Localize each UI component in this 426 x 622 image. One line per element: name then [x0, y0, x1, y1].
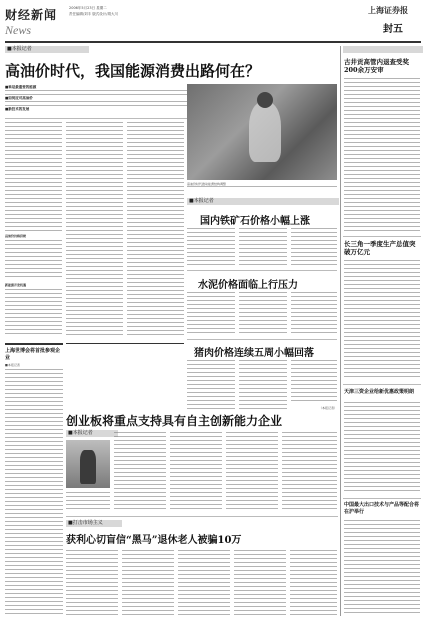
lower-col-2 [170, 432, 222, 512]
middle-col-6 [291, 292, 337, 336]
lead-sub-1: 高油价仍将持续 [5, 234, 27, 238]
middle-col-1 [187, 228, 235, 268]
middle-headline-3: 猪肉价格连续五周小幅回落 [194, 348, 314, 359]
left-bottom-body [5, 369, 63, 615]
middle-col-3 [291, 228, 337, 268]
left-bottom-box [5, 343, 63, 618]
middle-col-7 [187, 360, 235, 410]
middle-col-4 [187, 292, 235, 336]
photo-caption-text [187, 186, 337, 190]
photo-figure-head [257, 92, 273, 108]
middle-col-9 [291, 360, 337, 404]
middle-headline-2: 水泥价格面临上行压力 [198, 280, 298, 291]
photo-caption: 高油价时代推动能源结构调整 [187, 182, 227, 186]
lead-col-1c [5, 289, 62, 337]
lead-bullet-3: ■新技术的发展 [5, 107, 30, 111]
lower-label-1: ■本报记者 [66, 430, 118, 437]
lower-col-3 [226, 432, 278, 512]
lower-col-8 [234, 550, 286, 616]
right-headline-1: 古井贡高管内退查受奖200余万安审 [344, 58, 409, 74]
middle-credit: （本报记者） [318, 406, 337, 410]
left-bottom-label: ■本报记者 [5, 363, 20, 367]
lower-col-9 [290, 550, 337, 616]
photo-figure [249, 102, 281, 162]
right-divider-2 [343, 384, 421, 385]
lead-col-1b [5, 240, 62, 280]
middle-divider-1 [187, 270, 337, 271]
right-divider-3 [343, 498, 421, 499]
issue-date: 2006年5月23日 星期二 [69, 6, 107, 10]
lower-col-0 [66, 492, 110, 512]
lower-col-5 [66, 550, 118, 616]
lower-rule [66, 343, 184, 344]
lower-col-4 [282, 432, 337, 512]
right-body-1 [344, 78, 420, 232]
lead-col-2 [66, 122, 123, 338]
lower-col-7 [178, 550, 230, 616]
newspaper-name: 上海证券报 [368, 5, 408, 15]
middle-divider-2 [187, 339, 337, 340]
middle-col-5 [239, 292, 287, 336]
middle-col-2 [239, 228, 287, 268]
middle-headline-1: 国内铁矿石价格小幅上涨 [200, 216, 310, 227]
right-body-3 [344, 402, 420, 494]
right-headline-3: 天津三资企业给新优惠政策明朗 [344, 389, 415, 395]
right-body-4 [344, 520, 420, 616]
section-title-en: News [5, 23, 32, 37]
right-headline-4: 中国最大出口技术与产品等配合将在沪举行 [344, 502, 420, 515]
lower-divider [66, 516, 338, 517]
lower-headline-2: 获利心切盲信“黑马”退休老人被骗10万 [66, 535, 242, 546]
lower-photo-figure [80, 450, 96, 484]
lower-col-6 [122, 550, 174, 616]
lower-photo [66, 440, 110, 488]
lower-col-1 [114, 432, 166, 512]
lead-col-3 [127, 122, 184, 338]
lower-headline-1: 创业板将重点支持具有自主创新能力企业 [66, 414, 283, 428]
lead-sub-2: 新能源开发机遇 [5, 283, 27, 287]
lead-col-1 [5, 122, 62, 232]
lead-bullet-1: ■谁是最重要的能源 [5, 85, 37, 89]
lead-photo [187, 84, 337, 180]
right-col-tag [343, 46, 423, 53]
right-col-rule [340, 46, 341, 616]
lower-label-2: ■打击市场主义 [66, 520, 122, 527]
lead-tag: ■本报记者 [5, 46, 89, 53]
masthead-rule [5, 41, 421, 43]
page-label: 封五 [383, 24, 403, 35]
lead-headline: 高油价时代，我国能源消费出路何在？ [5, 62, 261, 80]
left-bottom-headline: 上海世博会将首批参观企业 [5, 348, 61, 361]
right-divider-1 [343, 236, 421, 237]
masthead [5, 4, 421, 50]
middle-col-8 [239, 360, 287, 410]
middle-bar: ■本报记者 [187, 198, 339, 205]
right-headline-2: 长三角一季度生产总值突破万亿元 [344, 240, 416, 256]
editor-line: 责任编辑/刘丰 版式设计/胡大川 [69, 12, 118, 16]
right-body-2 [344, 260, 420, 380]
section-title-cn: 财经新闻 [5, 8, 58, 22]
lead-bullet-2: ■如何应对高油价 [5, 96, 33, 100]
